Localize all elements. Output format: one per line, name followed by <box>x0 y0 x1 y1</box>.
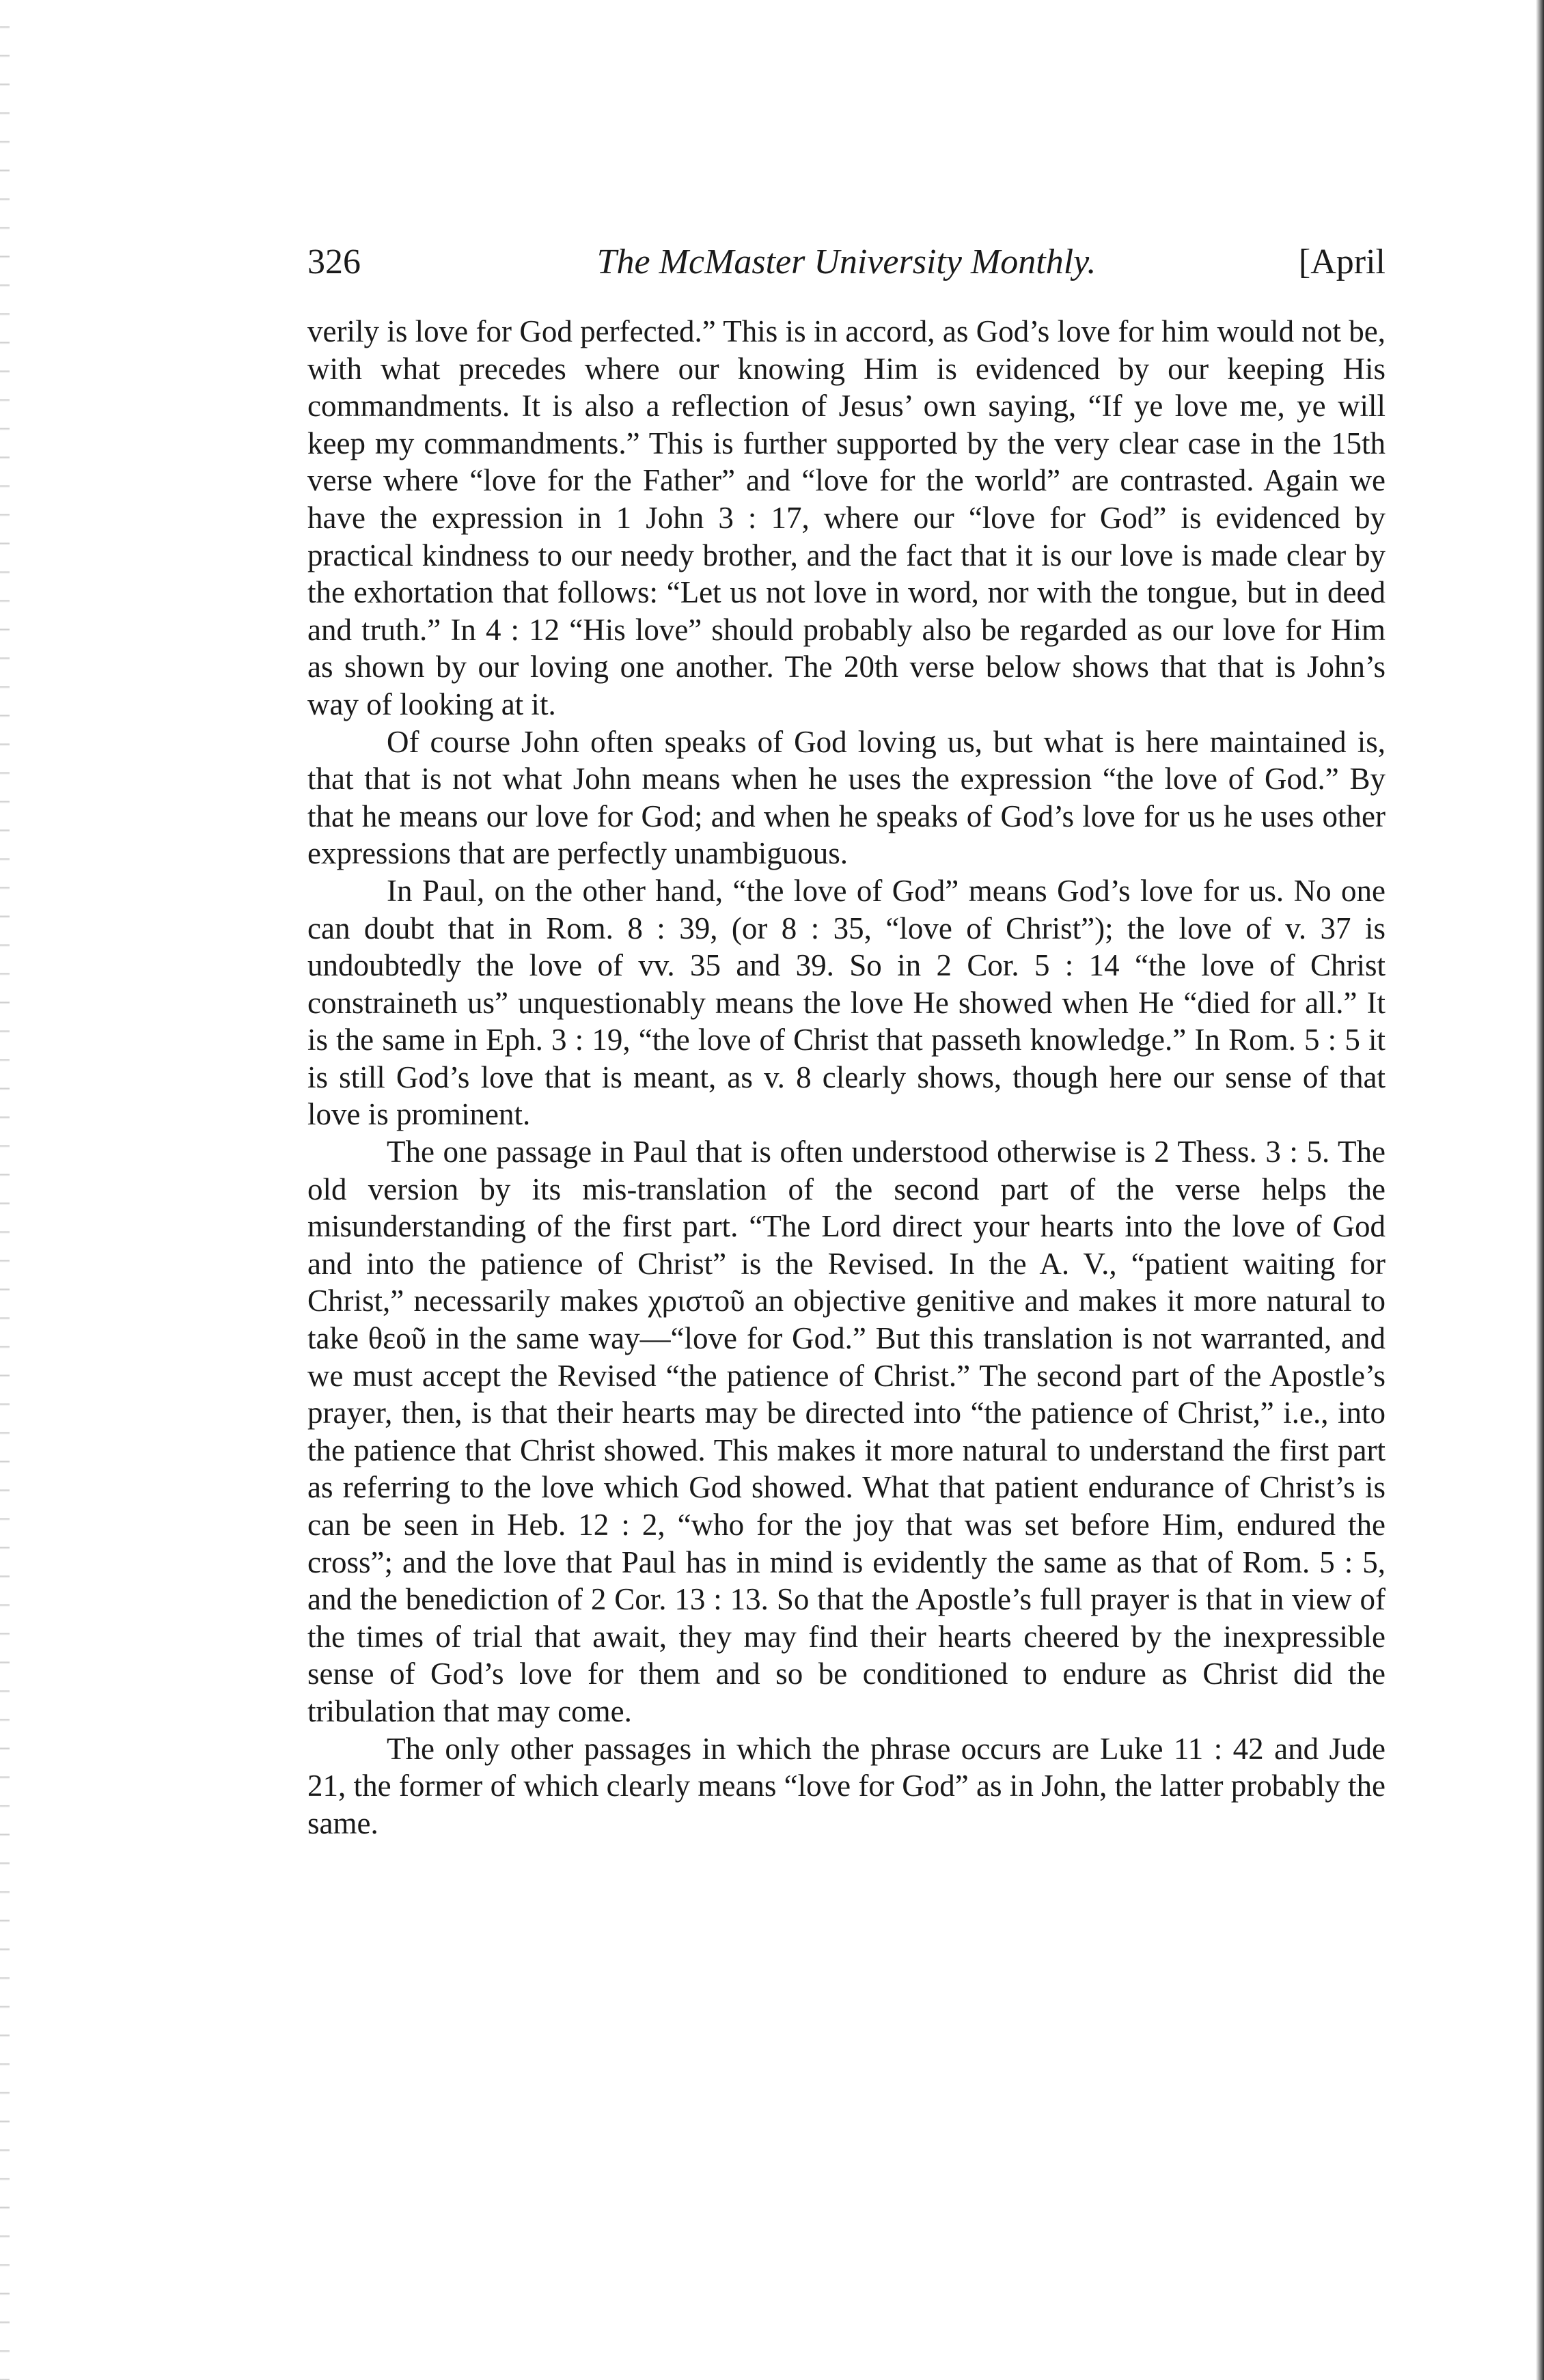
paragraph-2: Of course John often speaks of God loving us, but what is here maintained is, that that is not what John means when he uses the expression “the love of God.” By that he means our love for God; and when he speaks of God’s love for us he uses other expressions that are perfectly unambiguous. <box>307 724 1386 871</box>
paragraph-1: verily is love for God perfected.” This is in accord, as God’s love for him would not be, with what precedes where our knowing Him is evidenced by our keeping His commandments. It is also a reflection of Jesus’ own saying, “If ye love me, ye will keep my commandments.” This is further supported by the very clear case in the 15th verse where “love for the Father” and “love for the world” are contrasted. Again we have the expression in 1 John 3 : 17, where our “love for God” is evidenced by practical kindness to our needy brother, and the fact that it is our love is made clear by the exhortation that follows: “Let us not love in word, nor with the tongue, but in deed and truth.” In 4 : 12 “His love” should probably also be regarded as our love for Him as shown by our loving one another. The 20th verse below shows that that is John’s way of looking at it. <box>307 314 1386 721</box>
running-title: The McMaster University Monthly. <box>596 243 1097 281</box>
page-number: 326 <box>307 243 361 281</box>
issue-month: [April <box>1298 243 1386 281</box>
scan-left-margin-marks <box>0 0 10 2380</box>
paragraph-4: The one passage in Paul that is often understood otherwise is 2 Thess. 3 : 5. The old version by its mis-translation of the second part of the verse helps the misunderstanding of the first part. “The Lord direct your hearts into the love of God and into the patience of Christ” is the Revised. In the A. V., “patient waiting for Christ,” necessarily makes χριστοῦ an objective genitive and makes it more natural to take θεοῦ in the same way—“love for God.” But this translation is not warranted, and we must accept the Revised “the patience of Christ.” The second part of the Apostle’s prayer, then, is that their hearts may be directed into “the patience of Christ,” i.e., into the patience that Christ showed. This makes it more natural to understand the first part as referring to the love which God showed. What that patient endurance of Christ’s is can be seen in Heb. 12 : 2, “who for the joy that was set before Him, endured the cross”; and the love that Paul has in mind is evidently the same as that of Rom. 5 : 5, and the benediction of 2 Cor. 13 : 13. So that the Apostle’s full prayer is that in view of the times of trial that await, they may find their hearts cheered by the inexpressible sense of God’s love for them and so be conditioned to endure as Christ did the tribulation that may come. <box>307 1135 1386 1728</box>
article-body <box>307 313 1386 1842</box>
scan-right-page-edge <box>1536 0 1544 2380</box>
paragraph-5: The only other passages in which the phrase occurs are Luke 11 : 42 and Jude 21, the former of which clearly means “love for God” as in John, the latter probably the same. <box>307 1731 1386 1840</box>
running-header <box>307 235 1386 290</box>
paragraph-3: In Paul, on the other hand, “the love of God” means God’s love for us. No one can doubt that in Rom. 8 : 39, (or 8 : 35, “love of Christ”); the love of v. 37 is undoubtedly the love of vv. 35 and 39. So in 2 Cor. 5 : 14 “the love of Christ constraineth us” unquestionably means the love He showed when He “died for all.” It is the same in Eph. 3 : 19, “the love of Christ that passeth knowledge.” In Rom. 5 : 5 it is still God’s love that is meant, as v. 8 clearly shows, though here our sense of that love is prominent. <box>307 873 1386 1132</box>
